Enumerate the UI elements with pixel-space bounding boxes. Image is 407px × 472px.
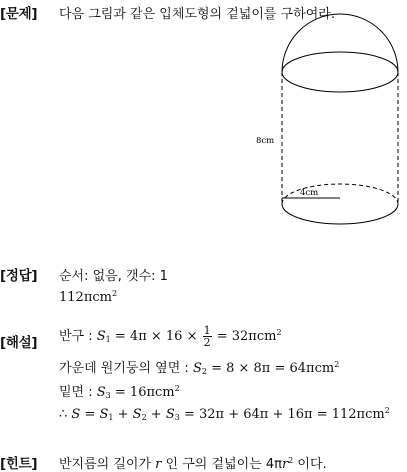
radius-label: 4cm (300, 188, 319, 198)
bottom-ellipse-front (282, 204, 398, 224)
solution-tag: [해설] (0, 335, 38, 351)
problem-tag: [문제] (0, 6, 38, 22)
hint-tag: [힌트] (0, 456, 38, 472)
answer-value: 112πcm$^2$ (59, 289, 118, 305)
solution-line-2: 가운데 원기둥의 옆면 : $S_2 = 8 \times 8\pi = 64\pi cm^2$ (59, 360, 340, 376)
problem-text: 다음 그림과 같은 입체도형의 겉넓이를 구하여라. (59, 7, 335, 22)
solution-line-4: ∴ $S = S_1 + S_2 + S_3 = 32\pi + 64\pi + 16\pi = 112\pi cm^2$ (59, 406, 390, 422)
height-label: 8cm (256, 136, 275, 146)
hint-text: 반지름의 길이가 r 인 구의 겉넓이는 $4\pi r^2$ 이다. (59, 456, 327, 472)
answer-order-count: 순서: 없음, 갯수: 1 (59, 269, 168, 284)
solution-line-3: 밑면 : $S_3 = 16\pi cm^2$ (59, 384, 180, 400)
solution-line-1: 반구 : $S_1 = 4\pi \times 16$ × $\frac{1}{2}$ = 32πcm$^2$ (59, 324, 282, 349)
answer-tag: [정답] (0, 268, 38, 284)
hemisphere-arc (282, 14, 398, 72)
top-ellipse (282, 52, 398, 92)
